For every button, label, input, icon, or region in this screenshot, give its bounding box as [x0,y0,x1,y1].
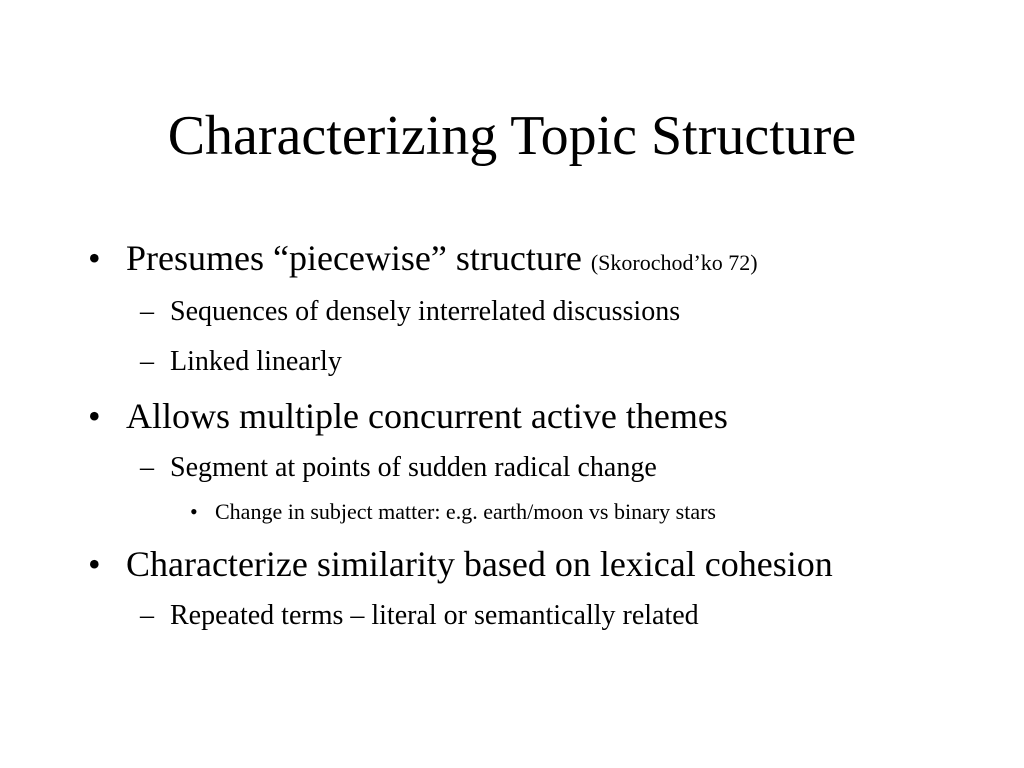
citation: (Skorochod’ko 72) [590,250,758,275]
bullet-text: Characterize similarity based on lexical cohesion [126,544,833,584]
bullet-text-main: Presumes “piecewise” structure [126,238,582,278]
bullet-marker: • [88,396,101,436]
sub-bullet-text: Repeated terms – literal or semantically related [170,600,699,631]
bullet-text: Allows multiple concurrent active themes [126,396,728,436]
sub-bullet-text: Segment at points of sudden radical change [170,452,657,483]
sub-bullet-text: Sequences of densely interrelated discussions [170,296,681,327]
bullet-marker: • [88,544,101,584]
bullet-marker: • [190,499,198,524]
sub-sub-bullet-text: Change in subject matter: e.g. earth/moon vs binary stars [215,499,716,524]
bullet-marker: • [88,238,101,278]
dash-marker: – [140,600,154,631]
dash-marker: – [140,346,154,377]
sub-bullet-text: Linked linearly [170,346,342,377]
slide-title: Characterizing Topic Structure [167,105,857,167]
bullet-text [126,236,758,285]
dash-marker: – [140,452,154,483]
dash-marker: – [140,296,154,327]
